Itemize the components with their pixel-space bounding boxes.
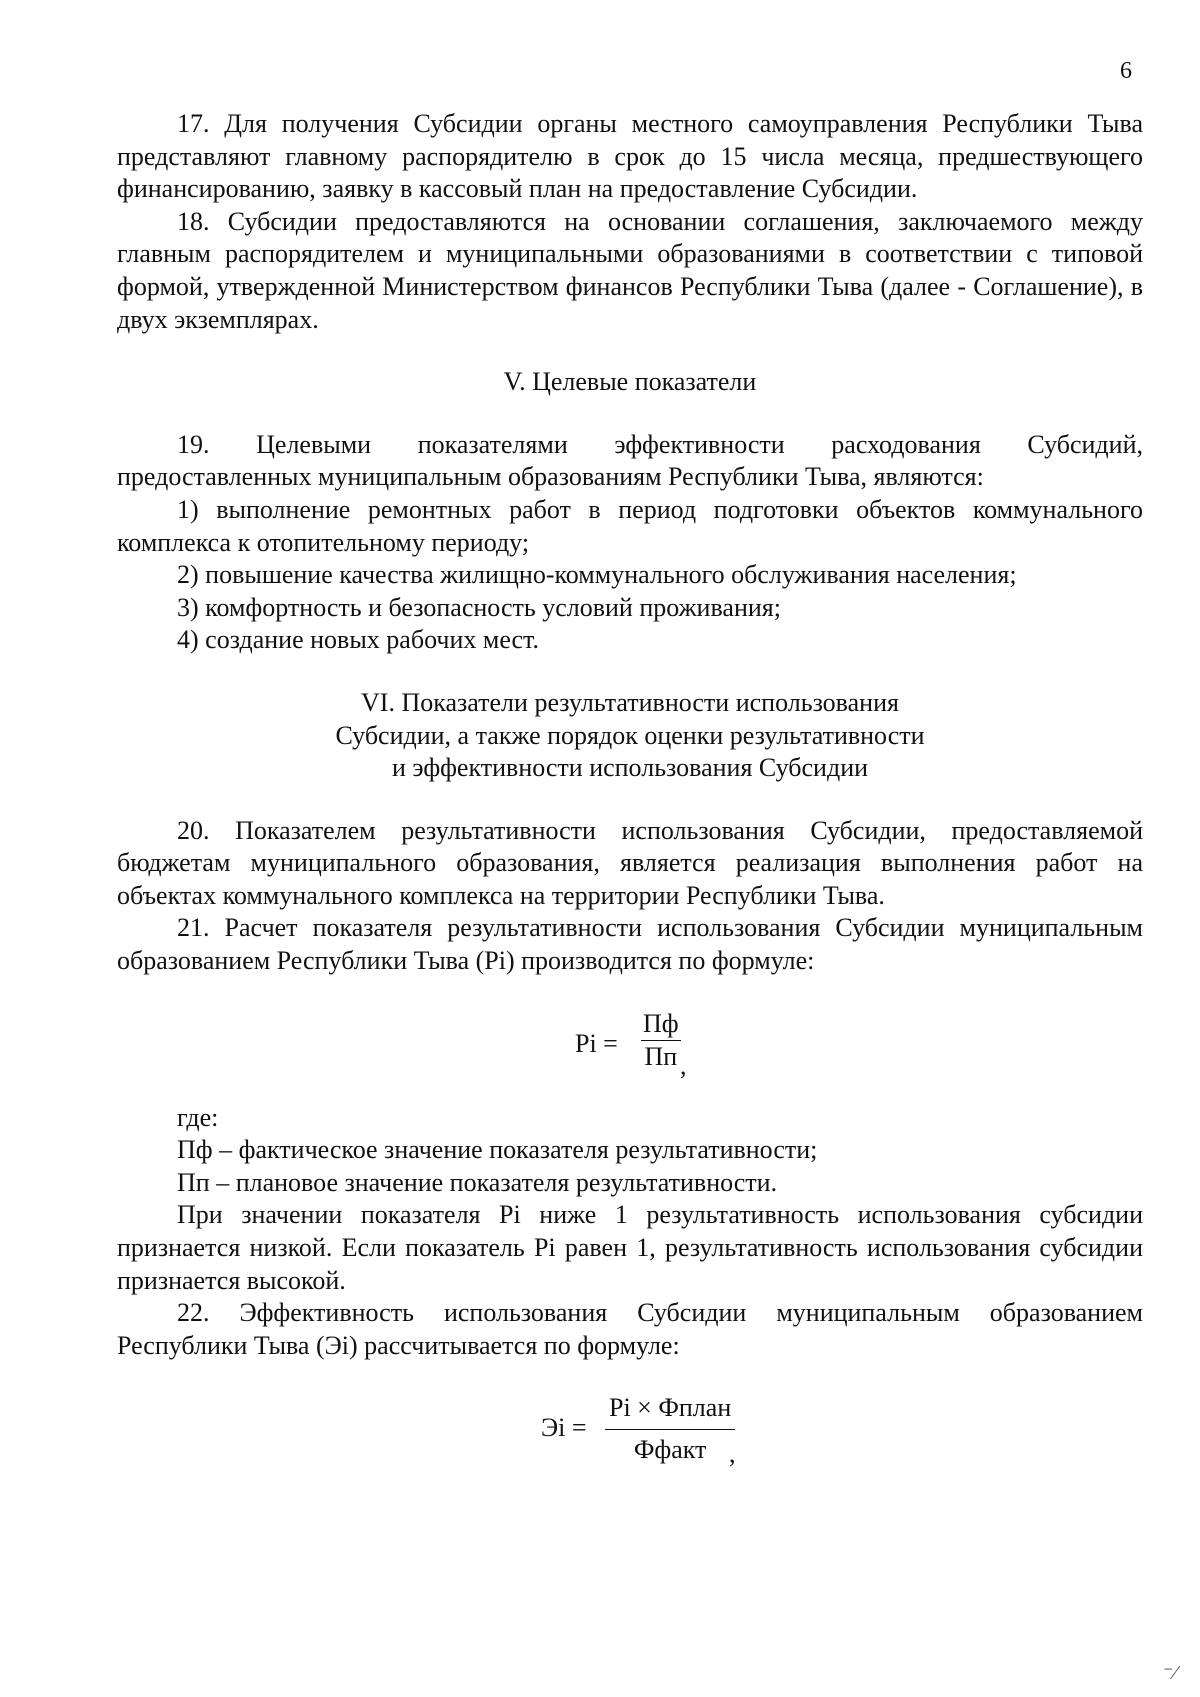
paragraph-22: 22. Эффективность использования Субсидии муниципальным образованием Республики Тыва (Эi) рассчитывается по формуле: — [117, 1298, 1143, 1360]
section-6-heading-line-1: VI. Показатели результативности использования — [361, 687, 899, 717]
formula-ei-denominator: Ффакт — [605, 1429, 735, 1467]
list-item-3: 3) комфортность и безопасность условий проживания; — [177, 592, 781, 622]
where-label: где: — [177, 1102, 219, 1132]
formula-ei — [117, 1362, 1143, 1472]
definition-pp: Пп – плановое значение показателя результативности. — [177, 1167, 778, 1197]
corner-mark: ⁻⁄ — [1163, 1662, 1177, 1684]
paragraph-pi-assessment: При значении показателя Pi ниже 1 результативность использования субсидии признается низкой. Если показатель Pi равен 1, результативность использования субсидии признается высокой. — [117, 1200, 1143, 1295]
formula-ei-lhs: Эi = — [541, 1413, 587, 1443]
page-number: 6 — [1120, 58, 1132, 84]
section-5-heading: V. Целевые показатели — [503, 367, 757, 397]
paragraph-20: 20. Показателем результативности использования Субсидии, предоставляемой бюджетам муниципального образования, является реализация выполнения работ на объектах коммунального комплекса на территории Республики Тыва. — [117, 815, 1143, 910]
formula-pi-fraction — [641, 1008, 681, 1074]
list-item-2: 2) повышение качества жилищно-коммунального обслуживания населения; — [177, 560, 1017, 590]
list-item-4: 4) создание новых рабочих мест. — [177, 625, 539, 655]
formula-pi-denominator: Пп — [641, 1040, 681, 1074]
formula-pi-numerator: Пф — [643, 1008, 679, 1038]
paragraph-17: 17. Для получения Субсидии органы местного самоуправления Республики Тыва представляют главному распорядителю в срок до 15 числа месяца, предшествующего финансированию, заявку в кассовый план на предоставление Субсидии. — [117, 109, 1143, 204]
paragraph-19: 19. Целевыми показателями эффективности расходования Субсидий, предоставленных муниципальным образованиям Республики Тыва, являются: — [117, 429, 1143, 492]
formula-ei-numerator: Pi × Фплан — [609, 1393, 732, 1423]
document-body — [117, 108, 1143, 1472]
paragraph-18: 18. Субсидии предоставляются на основании соглашения, заключаемого между главным распорядителем и муниципальными образованиями в соответствии с типовой формой, утвержденной Министерством финансов Республики Тыва (далее - Соглашение), в двух экземплярах. — [117, 206, 1143, 334]
paragraph-21: 21. Расчет показателя результативности использования Субсидии муниципальным образованием Республики Тыва (Pi) производится по формуле: — [117, 913, 1143, 976]
formula-ei-fraction — [605, 1392, 735, 1466]
list-item-1: 1) выполнение ремонтных работ в период подготовки объектов коммунального комплекса к отопительному периоду; — [117, 494, 1143, 557]
section-6-heading-line-3: и эффективности использования Субсидии — [391, 753, 869, 783]
section-6-heading-line-2: Субсидии, а также порядок оценки результативности — [335, 720, 925, 750]
formula-pi-comma: , — [680, 1050, 687, 1080]
formula-pi-lhs: Pi = — [575, 1028, 618, 1058]
definition-pf: Пф – фактическое значение показателя результативности; — [177, 1135, 818, 1165]
formula-pi — [117, 978, 1143, 1096]
formula-ei-comma: , — [729, 1439, 736, 1469]
